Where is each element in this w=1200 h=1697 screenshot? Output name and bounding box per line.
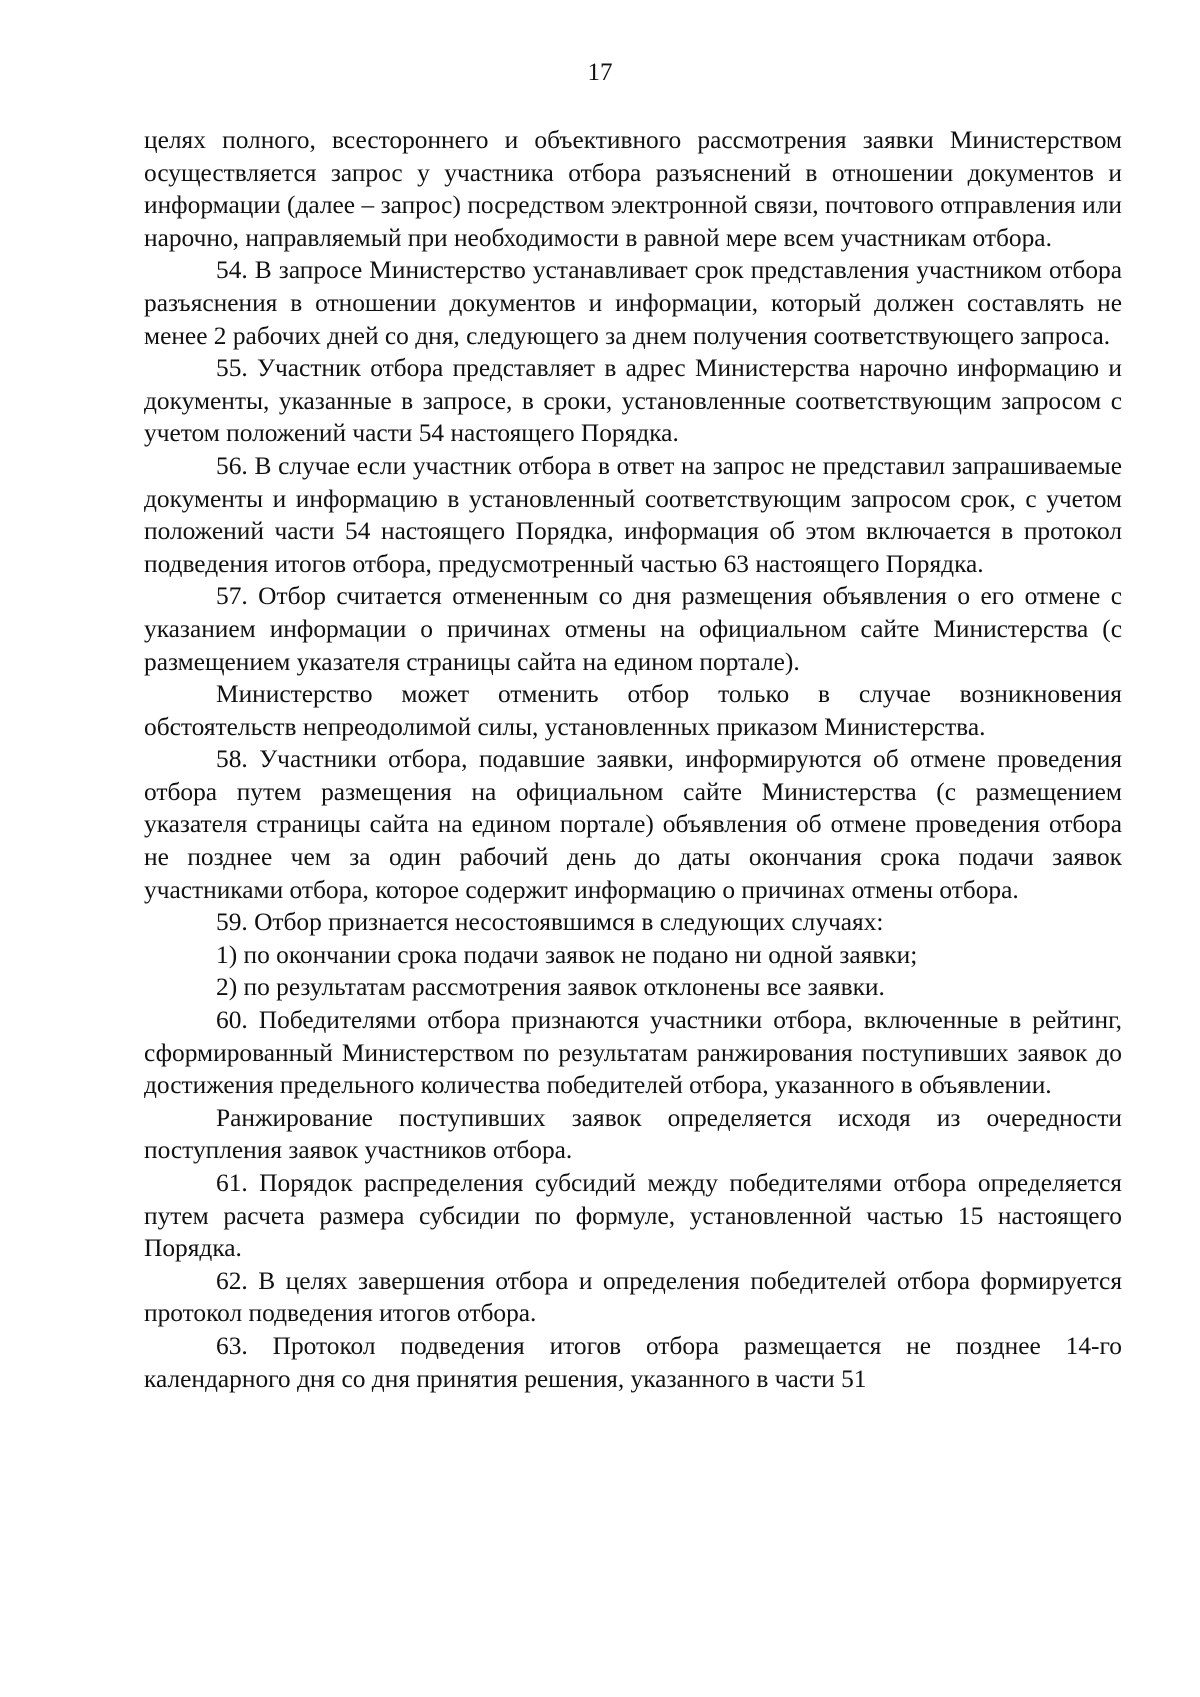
paragraph-60: 60. Победителями отбора признаются участники отбора, включенные в рейтинг, сформированный Министерством по результатам ранжирования поступивших заявок до достижения предельного количества победителей отбора, указанного в объявлении.: [144, 1006, 1122, 1100]
paragraph-59: 59. Отбор признается несостоявшимся в следующих случаях:: [216, 908, 884, 937]
paragraph-61: 61. Порядок распределения субсидий между победителями отбора определяется путем расчета размера субсидии по формуле, установленной частью 15 настоящего Порядка.: [144, 1169, 1122, 1263]
paragraph-55: 55. Участник отбора представляет в адрес Министерства нарочно информацию и документы, указанные в запросе, в сроки, установленные соответствующим запросом с учетом положений части 54 настоящего Порядка.: [144, 354, 1122, 448]
paragraph-63: 63. Протокол подведения итогов отбора размещается не позднее 14-го календарного дня со дня принятия решения, указанного в части 51: [144, 1331, 1122, 1393]
page-number: 17: [587, 59, 613, 86]
paragraph-59-item-2: 2) по результатам рассмотрения заявок отклонены все заявки.: [216, 973, 885, 1002]
paragraph-57-cancellation-note: Министерство может отменить отбор только в случае возникновения обстоятельств непреодолимой силы, установленных приказом Министерства.: [144, 680, 1122, 741]
paragraph-60-ranking-note: Ранжирование поступивших заявок определяется исходя из очередности поступления заявок участников отбора.: [144, 1103, 1122, 1165]
paragraph-54: 54. В запросе Министерство устанавливает срок представления участником отбора разъяснения в отношении документов и информации, который должен составлять не менее 2 рабочих дней со дня, следующего за днем получения соответствующего запроса.: [144, 256, 1122, 350]
paragraph-56: 56. В случае если участник отбора в ответ на запрос не представил запрашиваемые документы и информацию в установленный соответствующим запросом срок, с учетом положений части 54 настоящего Порядка, информация об этом включается в протокол подведения итогов отбора, предусмотренный частью 63 настоящего Порядка.: [144, 451, 1122, 578]
paragraph-58: 58. Участники отбора, подавшие заявки, информируются об отмене проведения отбора путем размещения на официальном сайте Министерства (с размещением указателя страницы сайта на едином портале) объявления об отмене проведения отбора не позднее чем за один рабочий день до даты окончания срока подачи заявок участниками отбора, которое содержит информацию о причинах отмены отбора.: [144, 745, 1122, 904]
document-body: [144, 124, 1122, 1395]
paragraph-59-item-1: 1) по окончании срока подачи заявок не подано ни одной заявки;: [216, 940, 918, 969]
paragraph-continuation: целях полного, всестороннего и объективного рассмотрения заявки Министерством осуществляется запрос у участника отбора разъяснений в отношении документов и информации (далее – запрос) посредством электронной связи, почтового отправления или нарочно, направляемый при необходимости в равной мере всем участникам отбора.: [144, 126, 1122, 252]
paragraph-62: 62. В целях завершения отбора и определения победителей отбора формируется протокол подведения итогов отбора.: [144, 1266, 1122, 1328]
paragraph-57: 57. Отбор считается отмененным со дня размещения объявления о его отмене с указанием информации о причинах отмены на официальном сайте Министерства (с размещением указателя страницы сайта на едином портале).: [144, 582, 1122, 676]
